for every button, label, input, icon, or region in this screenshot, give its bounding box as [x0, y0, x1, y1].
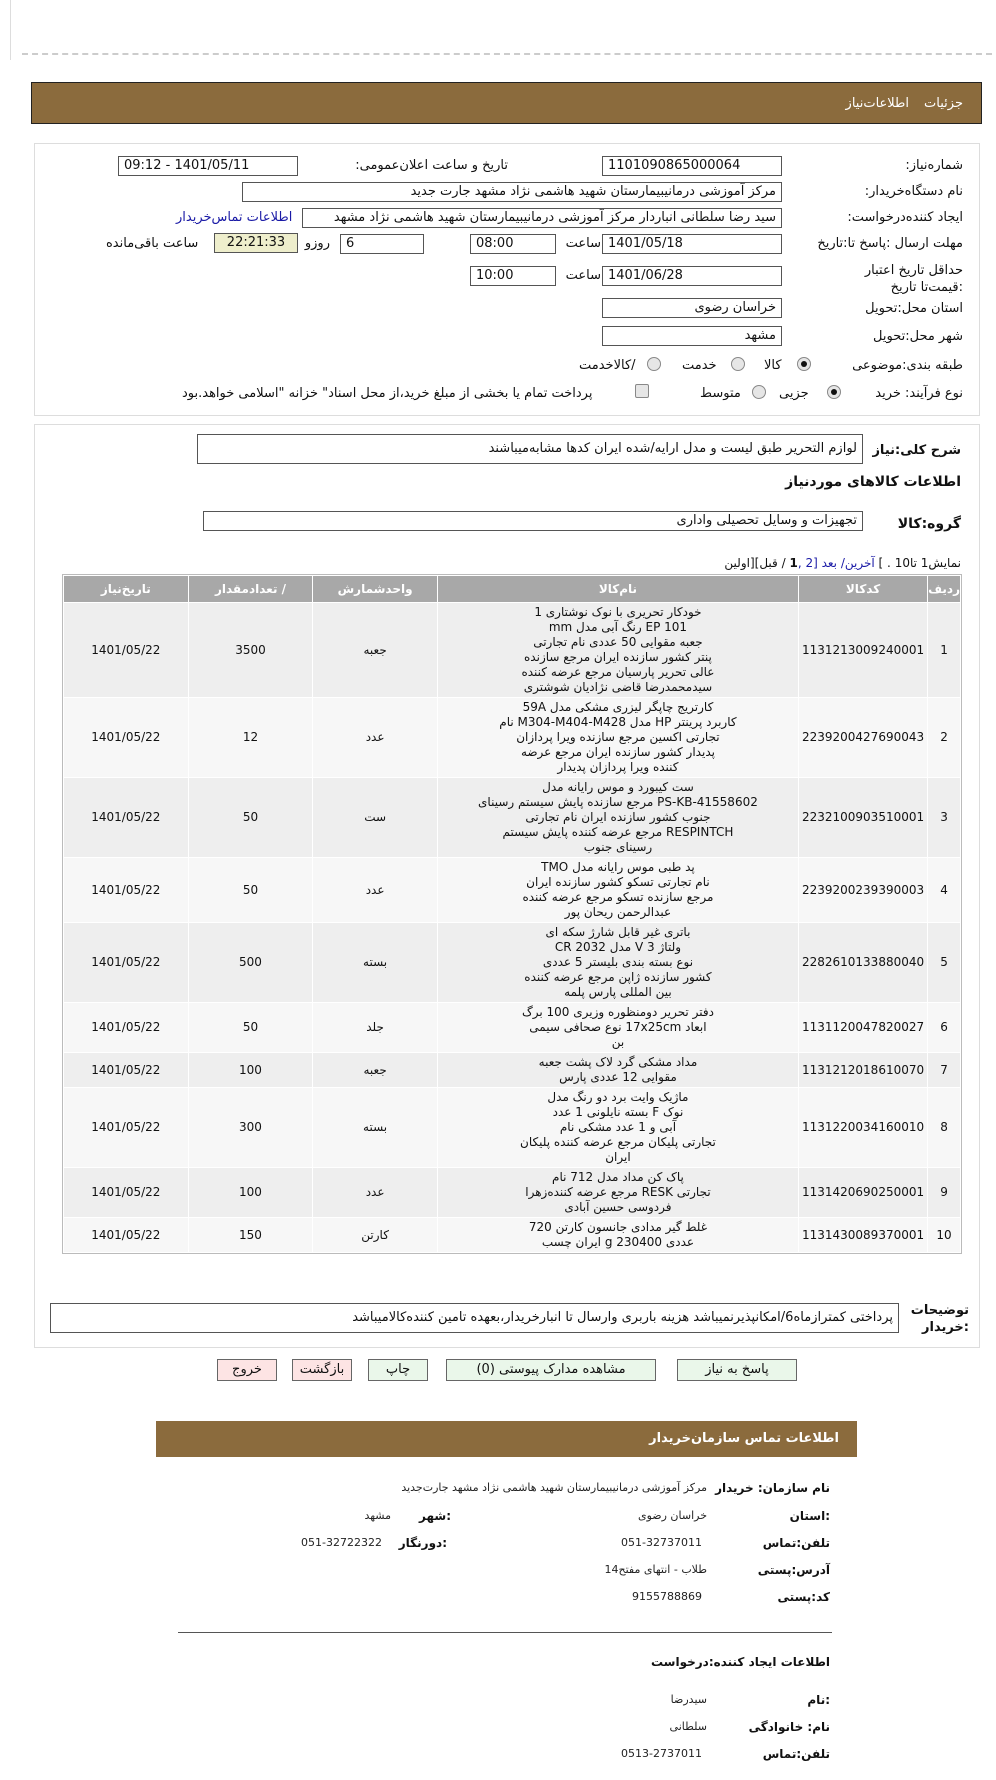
row-number-cell: 1 — [928, 603, 960, 697]
top-divider — [22, 53, 992, 55]
goods-name-line: کارتریج چاپگر لیزری مشکی مدل 59A — [522, 700, 714, 714]
quantity-cell: 100 — [189, 1053, 313, 1087]
goods-name-line: RESPINTCH مرجع عرضه کننده پایش سیستم — [502, 825, 734, 839]
remaining-timer: 22:21:33 — [214, 233, 298, 253]
goods-code-cell: 2232100903510001 — [799, 778, 927, 857]
need-number-field: 1101090865000064 — [602, 156, 782, 176]
address-value: طلاب - انتهای مفتح14 — [604, 1563, 707, 1576]
quantity-cell: 50 — [189, 1003, 313, 1052]
need-date-cell: 1401/05/22 — [64, 698, 188, 777]
need-date-cell: 1401/05/22 — [64, 1003, 188, 1052]
address-label: آدرس:پستی — [757, 1563, 830, 1577]
row-number-cell: 5 — [928, 923, 960, 1002]
pagination — [724, 556, 961, 570]
page-next-link[interactable]: بعد — [817, 556, 841, 570]
postal-label: کد:پستی — [777, 1590, 830, 1604]
goods-name-line: دفتر تحریر دومنظوره وزیری 100 برگ — [521, 1005, 714, 1019]
goods-name-cell — [438, 858, 798, 922]
goods-name-line: باتری غیر قابل شارژ سکه ای — [545, 925, 691, 939]
goods-name-line: EP 101 رنگ آبی مدل mm — [548, 620, 688, 634]
goods-name-line: پد طبی موس رایانه مدل TMO — [541, 860, 695, 874]
unit-cell: بسته — [313, 923, 437, 1002]
goods-name-line: سیدمحمدرضا قاضی نژادیان شوشتری — [523, 680, 713, 694]
creator-field: سید رضا سلطانی انباردار مرکز آموزشی درمانیبیمارستان شهید هاشمی نژاد مشهد — [302, 208, 782, 228]
contact-divider — [178, 1632, 832, 1633]
goods-code-cell: 2239200239390003 — [799, 858, 927, 922]
goods-name-line: پنتر کشور سازنده ایران مرجع سازنده — [524, 650, 712, 664]
col-qty-header: / تعدادمقدار — [189, 576, 313, 602]
need-date-cell: 1401/05/22 — [64, 1218, 188, 1252]
col-row-header: ردیف — [928, 576, 960, 602]
goods-name-line: ولتاژ V 3 مدل CR 2032 — [554, 940, 682, 954]
goods-name-cell — [438, 778, 798, 857]
row-number-cell: 8 — [928, 1088, 960, 1167]
goods-code-cell: 1131430089370001 — [799, 1218, 927, 1252]
postal-value: 9155788869 — [632, 1590, 702, 1603]
goods-name-cell — [438, 698, 798, 777]
goods-name-cell — [438, 1168, 798, 1217]
print-button[interactable]: چاپ — [368, 1359, 428, 1381]
goods-name-line: فردوسی حسین آبادی — [564, 1200, 672, 1214]
deadline-label: مهلت ارسال :پاسخ تا:تاریخ — [817, 236, 963, 251]
creator-info-title: اطلاعات ایجاد کننده:درخواست — [650, 1655, 830, 1669]
process-partial-label: جزیی — [779, 386, 809, 401]
process-medium-label: متوسط — [700, 386, 741, 401]
phone-label: تلفن:تماس — [762, 1536, 830, 1550]
goods-name-cell — [438, 1053, 798, 1087]
view-docs-button[interactable]: مشاهده مدارک پیوستی (0) — [446, 1359, 656, 1381]
back-button[interactable]: بازگشت — [292, 1359, 352, 1381]
row-number-cell: 4 — [928, 858, 960, 922]
goods-name-line: بن — [611, 1035, 625, 1049]
quantity-cell: 500 — [189, 923, 313, 1002]
contact-header — [156, 1421, 857, 1457]
org-label: نام سازمان: خریدار — [715, 1481, 830, 1495]
goods-code-cell: 1131213009240001 — [799, 603, 927, 697]
col-date-header: تاریخ‌نیاز — [64, 576, 188, 602]
creator-family-value: سلطانی — [669, 1720, 707, 1733]
goods-name-cell — [438, 923, 798, 1002]
table-row — [64, 1088, 960, 1167]
pagination-tail: / قبل][اولین — [724, 556, 790, 570]
deadline-time-label: ساعت — [565, 236, 601, 251]
days-field: 6 — [340, 234, 424, 254]
goods-name-line: رسینای جنوب — [583, 840, 653, 854]
table-row — [64, 923, 960, 1002]
goods-name-line: PS-KB-41558602 مرجع سازنده پایش سیستم رسینای — [478, 795, 758, 809]
goods-name-line: جعبه مقوایی 50 عددی نام تجارتی — [533, 635, 703, 649]
category-service-label: خدمت — [682, 358, 717, 373]
goods-code-cell: 2282610133880040 — [799, 923, 927, 1002]
row-number-cell: 3 — [928, 778, 960, 857]
tab-details[interactable]: جزئیات — [924, 96, 963, 111]
goods-group-field: تجهیزات و وسایل تحصیلی واداری — [203, 511, 863, 531]
goods-name-line: بین المللی پارس پلمه — [564, 985, 672, 999]
creator-family-label: نام: خانوادگی — [748, 1720, 830, 1734]
goods-name-line: نام تجارتی تسکو کشور سازنده ایران — [526, 875, 710, 889]
goods-name-line: عددی g 230400 ایران چسب — [541, 1235, 695, 1249]
col-name-header: نام‌کالا — [438, 576, 798, 602]
page-current: 1 — [789, 556, 798, 570]
goods-name-line: آبی و 1 عدد مشکی نام — [559, 1120, 677, 1134]
table-row — [64, 1218, 960, 1252]
goods-code-cell: 1131120047820027 — [799, 1003, 927, 1052]
need-date-cell: 1401/05/22 — [64, 1053, 188, 1087]
province-label: استان محل:تحویل — [865, 301, 963, 316]
goods-name-cell — [438, 1003, 798, 1052]
goods-name-line: پاک کن مداد مدل 712 نام — [552, 1170, 684, 1184]
goods-name-cell — [438, 1218, 798, 1252]
row-number-cell: 10 — [928, 1218, 960, 1252]
page-edge-line — [10, 0, 11, 60]
row-number-cell: 7 — [928, 1053, 960, 1087]
goods-name-line: نوع بسته بندی بلیستر 5 عددی — [542, 955, 694, 969]
goods-name-line: غلط گیر مدادی جانسون کارتن 720 — [528, 1220, 708, 1234]
tab-need-info[interactable]: اطلاعات‌نیاز — [845, 96, 909, 111]
payment-checkbox[interactable] — [635, 384, 649, 398]
section-header — [31, 82, 982, 124]
table-header-row — [64, 576, 960, 602]
goods-name-line: مداد مشکی گرد لاک پشت جعبه — [538, 1055, 698, 1069]
validity-time-label: ساعت — [565, 268, 601, 283]
fax-label: :دورنگار — [398, 1536, 447, 1550]
goods-name-line: تجارتی اکسین مرجع سازنده ویرا پردازان — [516, 730, 720, 744]
payment-note: پرداخت تمام یا بخشی از مبلغ خرید،از محل اسناد" خزانه "اسلامی خواهد.بود — [182, 386, 593, 401]
announce-label: تاریخ و ساعت اعلان‌عمومی: — [355, 158, 508, 173]
table-row — [64, 1168, 960, 1217]
buyer-label: نام دستگاه‌خریدار: — [864, 184, 963, 199]
reply-button[interactable]: پاسخ به نیاز — [677, 1359, 797, 1381]
validity-time-field: 10:00 — [470, 266, 556, 286]
goods-code-cell: 1131212018610070 — [799, 1053, 927, 1087]
creator-name-label: :نام — [807, 1693, 830, 1707]
goods-info-title: اطلاعات کالاهای موردنیاز — [785, 474, 961, 490]
deadline-time-field: 08:00 — [470, 234, 556, 254]
need-date-cell: 1401/05/22 — [64, 1088, 188, 1167]
buyer-field: مرکز آموزشی درمانیبیمارستان شهید هاشمی نژاد مشهد جارت جدید — [242, 182, 782, 202]
col-code-header: کدکالا — [799, 576, 927, 602]
process-medium-radio[interactable] — [752, 385, 766, 399]
goods-name-line: کننده ویرا پردازان پدیدار — [557, 760, 679, 774]
goods-name-line: ابعاد 17x25cm نوع صحافی سیمی — [529, 1020, 707, 1034]
announce-field: 1401/05/11 - 09:12 — [118, 156, 298, 176]
goods-name-line: عالی تحریر پارسیان مرجع عرضه کننده — [521, 665, 715, 679]
need-date-cell: 1401/05/22 — [64, 858, 188, 922]
quantity-cell: 50 — [189, 858, 313, 922]
unit-cell: عدد — [313, 858, 437, 922]
category-label: طبقه بندی:موضوعی — [852, 358, 963, 373]
col-unit-header: واحدشمارش — [313, 576, 437, 602]
goods-name-line: ست کیبورد و موس رایانه مدل — [542, 780, 694, 794]
goods-name-line: جنوب کشور سازنده ایران نام تجارتی — [525, 810, 711, 824]
goods-name-line: ایران — [605, 1150, 631, 1164]
buyer-notes-field: پرداختی کمترازماه6/امکانپذیرنمیباشد هزینه باربری وارسال تا انبارخریدار،بعهده تامین کننده‌کالامیباشد — [50, 1303, 899, 1333]
city-label: شهر محل:تحویل — [873, 329, 963, 344]
goods-name-line: عبدالرحمن ریحان پور — [564, 905, 672, 919]
process-label: نوع فرآیند: خرید — [875, 386, 963, 401]
goods-name-cell — [438, 603, 798, 697]
creator-phone-value: 0513-2737011 — [621, 1747, 702, 1760]
goods-name-line: تجارتی پلیکان مرجع عرضه کننده پلیکان — [520, 1135, 716, 1149]
province-contact-value: خراسان رضوی — [637, 1509, 707, 1522]
creator-phone-label: تلفن:تماس — [762, 1747, 830, 1761]
pagination-prefix: نمایش1 تا10 . ] — [874, 556, 961, 570]
row-number-cell: 6 — [928, 1003, 960, 1052]
goods-code-cell: 2239200427690043 — [799, 698, 927, 777]
table-row — [64, 778, 960, 857]
need-date-cell: 1401/05/22 — [64, 923, 188, 1002]
province-contact-label: :استان — [789, 1509, 830, 1523]
table-row — [64, 858, 960, 922]
quantity-cell: 300 — [189, 1088, 313, 1167]
goods-code-cell: 1131220034160010 — [799, 1088, 927, 1167]
goods-name-line: تجارتی RESK مرجع عرضه کننده‌زهرا — [525, 1185, 711, 1199]
city-contact-label: :شهر — [419, 1509, 451, 1523]
table-row — [64, 603, 960, 697]
city-field: مشهد — [602, 326, 782, 346]
quantity-cell: 3500 — [189, 603, 313, 697]
days-label: روزو — [304, 236, 330, 251]
goods-name-line: مرجع سازنده تسکو مرجع عرضه کننده — [522, 890, 714, 904]
quantity-cell: 50 — [189, 778, 313, 857]
validity-label: حداقل تاریخ اعتبار :قیمت‌تا تاریخ — [864, 263, 963, 295]
org-value: مرکز آموزشی درمانیبیمارستان شهید هاشمی نژاد مشهد جارت‌جدید — [401, 1481, 707, 1494]
unit-cell: عدد — [313, 698, 437, 777]
category-both-label: /کالاخدمت — [579, 358, 636, 373]
goods-table — [62, 574, 962, 1254]
exit-button[interactable]: خروج — [217, 1359, 277, 1381]
remaining-label: ساعت باقی‌مانده — [106, 236, 199, 251]
validity-date-field: 1401/06/28 — [602, 266, 782, 286]
goods-group-label: گروه:کالا — [897, 516, 961, 532]
creator-name-value: سیدرضا — [670, 1693, 707, 1706]
page-2-link[interactable]: [2 , — [797, 556, 818, 570]
category-goods-radio[interactable] — [797, 357, 811, 371]
need-number-label: شماره‌نیاز: — [905, 158, 963, 173]
unit-cell: جعبه — [313, 1053, 437, 1087]
unit-cell: عدد — [313, 1168, 437, 1217]
table-row — [64, 1053, 960, 1087]
general-desc-field: لوازم التحریر طبق لیست و مدل ارایه/شده ایران کدها مشابه‌میباشند — [197, 434, 863, 464]
goods-name-line: کاربرد پرینتر HP مدل M304-M404-M428 نام — [499, 715, 737, 729]
contact-title: اطلاعات تماس سازمان‌خریدار — [649, 1431, 839, 1446]
table-row — [64, 698, 960, 777]
quantity-cell: 150 — [189, 1218, 313, 1252]
province-field: خراسان رضوی — [602, 298, 782, 318]
goods-name-cell — [438, 1088, 798, 1167]
unit-cell: بسته — [313, 1088, 437, 1167]
category-goods-label: کالا — [764, 358, 782, 373]
row-number-cell: 9 — [928, 1168, 960, 1217]
row-number-cell: 2 — [928, 698, 960, 777]
goods-name-line: نوک F بسته نایلونی 1 عدد — [552, 1105, 684, 1119]
need-date-cell: 1401/05/22 — [64, 1168, 188, 1217]
page-last-link[interactable]: آخرین/ — [840, 556, 875, 570]
goods-name-line: خودکار تحریری با نوک نوشتاری 1 — [534, 605, 702, 619]
quantity-cell: 100 — [189, 1168, 313, 1217]
category-both-radio[interactable] — [647, 357, 661, 371]
process-partial-radio[interactable] — [827, 385, 841, 399]
unit-cell: ست — [313, 778, 437, 857]
goods-code-cell: 1131420690250001 — [799, 1168, 927, 1217]
goods-name-line: کشور سازنده ژاپن مرجع عرضه کننده — [524, 970, 712, 984]
fax-value: 051-32722322 — [301, 1536, 382, 1549]
city-contact-value: مشهد — [364, 1509, 391, 1522]
goods-name-line: پدیدار کشور سازنده ایران مرجع عرضه — [520, 745, 715, 759]
buyer-notes-label: توضیحات :خریدار — [910, 1303, 969, 1335]
unit-cell: کارتن — [313, 1218, 437, 1252]
creator-label: ایجاد کننده‌درخواست: — [847, 210, 963, 225]
category-service-radio[interactable] — [731, 357, 745, 371]
phone-value: 051-32737011 — [621, 1536, 702, 1549]
deadline-date-field: 1401/05/18 — [602, 234, 782, 254]
unit-cell: جلد — [313, 1003, 437, 1052]
general-desc-label: شرح کلی:نیاز — [872, 443, 961, 458]
table-row — [64, 1003, 960, 1052]
buyer-contact-link[interactable]: اطلاعات تماس‌خریدار — [176, 210, 293, 225]
unit-cell: جعبه — [313, 603, 437, 697]
goods-name-line: مقوایی 12 عددی پارس — [559, 1070, 677, 1084]
goods-name-line: ماژیک وایت برد دو رنگ مدل — [547, 1090, 689, 1104]
quantity-cell: 12 — [189, 698, 313, 777]
need-date-cell: 1401/05/22 — [64, 778, 188, 857]
need-date-cell: 1401/05/22 — [64, 603, 188, 697]
